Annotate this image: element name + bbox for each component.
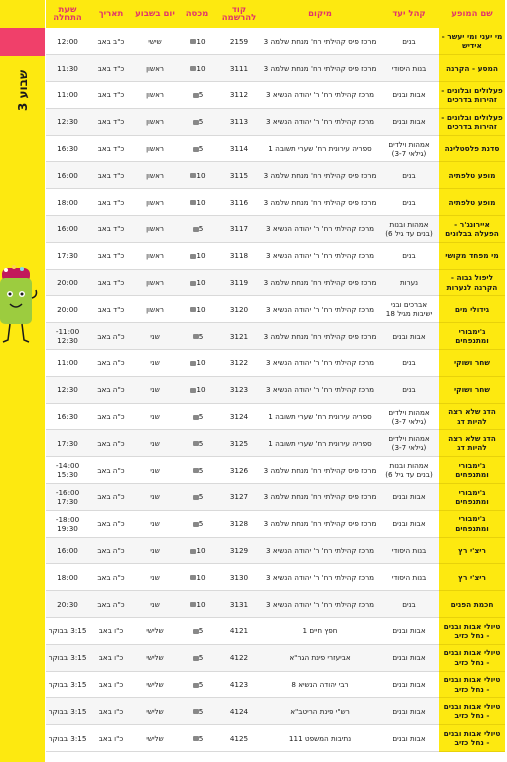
cell-audience: אמהות ובנות (בנים עד גיל 6) [379,457,439,484]
cell-day: שלישי [133,671,177,698]
cell-day: ראשון [133,82,177,109]
cell-quota [177,376,217,403]
cell-location: נתיבות המשפט 111 [261,725,379,752]
table-row [46,108,505,135]
cell-date: כ"ה באב [89,457,133,484]
schedule-table [46,0,505,752]
cell-audience: אבות ובנים [379,82,439,109]
cell-day: ראשון [133,55,177,82]
cell-audience: אברכים ובני ישיבות מגיל 18 [379,296,439,323]
cell-show-name: טיולי אבות ובנים - נחל כזיב [439,618,505,645]
cell-audience: בנות היסודי [379,564,439,591]
cell-show-name: חכמת הפנים [439,591,505,618]
cell-time: 14:00- 15:30 [46,457,89,484]
cell-code: 3118 [217,242,261,269]
cell-day: ראשון [133,269,177,296]
cell-date: כ"ד באב [89,108,133,135]
table-row [46,564,505,591]
cell-date: כ"ד באב [89,135,133,162]
cell-day: שני [133,323,177,350]
cell-time: 20:00 [46,269,89,296]
cell-audience: בנים [379,162,439,189]
table-row [46,189,505,216]
cell-location: מרכז פיס קהילתי רח' מנחת שלמה 3 [261,269,379,296]
cell-day: ראשון [133,135,177,162]
cell-show-name: פעלולים ובלונים - זהירות בדרכים [439,108,505,135]
cell-show-name: שחר ושוקי [439,376,505,403]
cell-show-name: ג'ימבורי ומתנפחים [439,457,505,484]
header-location: מיקום [261,0,379,28]
table-row [46,591,505,618]
header-code: קוד להרשמה [217,0,261,28]
cell-time: 18:00 [46,564,89,591]
cell-time: 3:15 בבוקר [46,698,89,725]
cell-location: מרכז פיס קהילתי רח' מנחת שלמה 3 [261,55,379,82]
table-row [46,216,505,243]
cell-show-name: ריצ'י רץ [439,564,505,591]
cell-location: רבי יהודה הנשיא 8 [261,671,379,698]
cell-day: שני [133,510,177,537]
cell-audience: אבות ובנים [379,725,439,752]
cell-day: שני [133,403,177,430]
cell-time: 16:00- 17:30 [46,484,89,511]
cell-time: 16:30 [46,135,89,162]
cell-time: 17:30 [46,430,89,457]
cell-day: שלישי [133,725,177,752]
cell-quota [177,108,217,135]
cell-date: כ"ו באב [89,698,133,725]
cell-code: 3127 [217,484,261,511]
cell-audience: בנים [379,350,439,377]
cell-date: כ"ו באב [89,618,133,645]
cell-day: שני [133,537,177,564]
cell-show-name: גידולי מים [439,296,505,323]
cell-show-name: טיולי אבות ובנים - נחל כזיב [439,644,505,671]
cell-day: שני [133,350,177,377]
cell-day: שני [133,591,177,618]
cell-quota [177,403,217,430]
cell-day: ראשון [133,296,177,323]
cell-show-name: טיולי אבות ובנים - נחל כזיב [439,698,505,725]
cell-time: 18:00 [46,189,89,216]
quota-value: 5 [198,626,204,636]
cell-code: 4122 [217,644,261,671]
cell-time: 20:00 [46,296,89,323]
table-row [46,28,505,55]
cell-show-name: סדנת פלסטלינה [439,135,505,162]
quota-value: 5 [198,117,204,127]
cell-audience: אבות ובנים [379,671,439,698]
cell-audience: בנים [379,376,439,403]
cell-day: ראשון [133,216,177,243]
quota-value: 10 [196,251,206,261]
cell-code: 4124 [217,698,261,725]
cell-show-name: ג'ימבורי ומתנפחים [439,510,505,537]
cell-quota [177,28,217,55]
cell-show-name: פעלולים ובלונים - זהירות בדרכים [439,82,505,109]
table-row [46,323,505,350]
cell-date: כ"ה באב [89,376,133,403]
cell-location: מרכז פיס קהילתי רח' מנחת שלמה 3 [261,323,379,350]
cell-day: שני [133,430,177,457]
cell-quota [177,484,217,511]
table-row [46,537,505,564]
cell-code: 3123 [217,376,261,403]
cell-time: 18:00- 19:30 [46,510,89,537]
header-quota: מכסה [177,0,217,28]
cell-code: 3111 [217,55,261,82]
cell-date: כ"ה באב [89,564,133,591]
table-row [46,269,505,296]
cell-location: מרכז קהילתי רח' ר' יהודה הנשיא 3 [261,350,379,377]
quota-value: 5 [198,331,204,341]
cell-show-name: שחר ושוקי [439,350,505,377]
cell-date: כ"ה באב [89,403,133,430]
cell-code: 3116 [217,189,261,216]
cell-audience: בנים [379,28,439,55]
cell-quota [177,698,217,725]
cell-quota [177,135,217,162]
cell-time: 3:15 בבוקר [46,671,89,698]
cell-date: כ"ד באב [89,242,133,269]
cell-quota [177,162,217,189]
quota-value: 10 [196,170,206,180]
cell-date: כ"ד באב [89,162,133,189]
cell-code: 3130 [217,564,261,591]
table-row [46,725,505,752]
cell-date: כ"ה באב [89,430,133,457]
cell-date: כ"ה באב [89,591,133,618]
table-row [46,376,505,403]
cell-day: שלישי [133,618,177,645]
cell-show-name: טיולי אבות ובנים - נחל כזיב [439,671,505,698]
quota-value: 5 [198,680,204,690]
cell-show-name: איירונג'ר - הפעלה בבלונים [439,216,505,243]
cell-location: אביעזרי פינת הגר"א [261,644,379,671]
quota-value: 5 [198,412,204,422]
cell-time: 12:00 [46,28,89,55]
quota-value: 10 [196,358,206,368]
quota-value: 5 [198,144,204,154]
cell-day: שני [133,457,177,484]
header-day: יום בשבוע [133,0,177,28]
cell-date: כ"ו באב [89,725,133,752]
cell-location: ספריה עירונית רח' שערי תשובה 1 [261,135,379,162]
cell-time: 12:30 [46,108,89,135]
cell-code: 3122 [217,350,261,377]
cell-show-name: מי מפחד מקושי [439,242,505,269]
cell-code: 4121 [217,618,261,645]
cell-day: שני [133,564,177,591]
cell-audience: בנות היסודי [379,537,439,564]
cell-quota [177,55,217,82]
cell-audience: בנים [379,591,439,618]
cell-time: 3:15 בבוקר [46,725,89,752]
cell-date: כ"ה באב [89,350,133,377]
cell-time: 11:00 [46,82,89,109]
cell-day: ראשון [133,108,177,135]
quota-value: 10 [196,36,206,46]
table-row [46,644,505,671]
cell-quota [177,269,217,296]
cell-date: כ"ד באב [89,296,133,323]
cell-show-name: ריצ'י רץ [439,537,505,564]
cell-time: 11:00- 12:30 [46,323,89,350]
cell-audience: אבות ובנים [379,108,439,135]
cell-quota [177,725,217,752]
table-row [46,296,505,323]
table-row [46,82,505,109]
cell-quota [177,618,217,645]
cell-location: מרכז קהילתי רח' ר' יהודה הנשיא 3 [261,376,379,403]
cell-location: מרכז פיס קהילתי רח' מנחת שלמה 3 [261,484,379,511]
cell-audience: אבות ובנים [379,644,439,671]
cell-location: מרכז קהילתי רח' ר' יהודה הנשיא 3 [261,591,379,618]
quota-value: 5 [198,519,204,529]
cell-audience: אבות ובנים [379,698,439,725]
week-color-tab [0,28,45,56]
cell-show-name: מופע טלפתיה [439,189,505,216]
cell-code: 3125 [217,430,261,457]
cell-code: 3120 [217,296,261,323]
cell-day: שישי [133,28,177,55]
table-row [46,430,505,457]
cell-location: מרכז פיס קהילתי רח' מנחת שלמה 3 [261,189,379,216]
cell-time: 16:30 [46,403,89,430]
cell-quota [177,671,217,698]
cell-date: כ"ד באב [89,269,133,296]
cell-location: מרכז קהילתי רח' ר' יהודה הנשיא 3 [261,108,379,135]
cell-show-name: ג'ימבורי ומתנפחים [439,323,505,350]
cell-day: שלישי [133,698,177,725]
cell-time: 3:15 בבוקר [46,618,89,645]
cell-location: מרכז קהילתי רח' ר' יהודה הנשיא 3 [261,82,379,109]
cell-day: ראשון [133,162,177,189]
table-row [46,350,505,377]
quota-value: 10 [196,599,206,609]
table-row [46,162,505,189]
quota-value: 10 [196,546,206,556]
quota-value: 5 [198,706,204,716]
cell-audience: אמהות ובנות (בנים עד גיל 6) [379,216,439,243]
cell-date: כ"ה באב [89,484,133,511]
table-row [46,510,505,537]
cell-day: שלישי [133,644,177,671]
cell-location: חפץ חיים 1 [261,618,379,645]
cell-quota [177,350,217,377]
cell-code: 3131 [217,591,261,618]
cell-time: 16:00 [46,216,89,243]
quota-value: 5 [198,653,204,663]
quota-value: 5 [198,90,204,100]
quota-value: 5 [198,465,204,475]
cell-date: כ"ה באב [89,510,133,537]
table-row [46,55,505,82]
cell-date: כ"ו באב [89,671,133,698]
cell-location: ספריה עירונית רח' שערי תשובה 1 [261,403,379,430]
week-label: שבוע 3 [16,69,30,111]
table-row [46,618,505,645]
cell-quota [177,189,217,216]
cell-time: 17:30 [46,242,89,269]
table-row [46,242,505,269]
cell-day: שני [133,484,177,511]
cell-code: 3113 [217,108,261,135]
mascot-icon [0,258,42,350]
table-row [46,698,505,725]
cell-location: ספריה עירונית רח' שערי תשובה 1 [261,430,379,457]
cell-time: 11:00 [46,350,89,377]
cell-date: כ"ו באב [89,644,133,671]
cell-location: רש"י פינת הריטב"א [261,698,379,725]
cell-quota [177,457,217,484]
cell-location: מרכז קהילתי רח' ר' יהודה הנשיא 3 [261,242,379,269]
quota-value: 10 [196,197,206,207]
cell-code: 3128 [217,510,261,537]
cell-audience: אבות ובנים [379,484,439,511]
quota-value: 5 [198,733,204,743]
cell-date: כ"ד באב [89,82,133,109]
cell-audience: נערות [379,269,439,296]
cell-location: מרכז קהילתי רח' ר' יהודה הנשיא 3 [261,564,379,591]
cell-date: כ"ה באב [89,323,133,350]
cell-show-name: טיולי אבות ובנים - נחל כזיב [439,725,505,752]
cell-quota [177,296,217,323]
table-row [46,671,505,698]
cell-location: מרכז פיס קהילתי רח' מנחת שלמה 3 [261,162,379,189]
cell-time: 11:30 [46,55,89,82]
cell-code: 3115 [217,162,261,189]
cell-quota [177,430,217,457]
cell-audience: בנים [379,189,439,216]
cell-audience: אבות ובנים [379,618,439,645]
quota-value: 5 [198,492,204,502]
cell-time: 16:00 [46,537,89,564]
cell-quota [177,591,217,618]
cell-quota [177,537,217,564]
table-row [46,403,505,430]
cell-quota [177,242,217,269]
cell-quota [177,82,217,109]
cell-location: מרכז קהילתי רח' ר' יהודה הנשיא 3 [261,216,379,243]
cell-audience: אבות ובנים [379,323,439,350]
cell-code: 3117 [217,216,261,243]
cell-quota [177,644,217,671]
header-show-name: שם המופע [439,0,505,28]
table-row [46,135,505,162]
cell-quota [177,216,217,243]
cell-date: כ"ד באב [89,55,133,82]
quota-value: 10 [196,63,206,73]
cell-time: 16:00 [46,162,89,189]
cell-day: ראשון [133,189,177,216]
table-row [46,457,505,484]
cell-show-name: מי יעני ומי יעשר - אידיש [439,28,505,55]
cell-time: 3:15 בבוקר [46,644,89,671]
cell-time: 20:30 [46,591,89,618]
cell-code: 3112 [217,82,261,109]
cell-time: 12:30 [46,376,89,403]
quota-value: 10 [196,385,206,395]
cell-audience: בנות היסודי [379,55,439,82]
cell-date: כ"ה באב [89,537,133,564]
header-audience: קהל יעד [379,0,439,28]
cell-quota [177,323,217,350]
cell-show-name: הדג שלא רצה להיות דג [439,403,505,430]
cell-quota [177,564,217,591]
cell-show-name: מופע טלפתיה [439,162,505,189]
cell-code: 4125 [217,725,261,752]
quota-value: 5 [198,224,204,234]
cell-day: ראשון [133,242,177,269]
cell-location: מרכז קהילתי רח' ר' יהודה הנשיא 3 [261,537,379,564]
quota-value: 10 [196,304,206,314]
quota-value: 10 [196,278,206,288]
cell-show-name: ג'ימבורי ומתנפחים [439,484,505,511]
cell-date: כ"ב באב [89,28,133,55]
cell-day: שני [133,376,177,403]
cell-date: כ"ד באב [89,216,133,243]
header-time: שעת התחלה [46,0,89,28]
header-row [46,0,505,28]
cell-show-name: ליפול גבוה - הקרנה לנערות [439,269,505,296]
header-date: תאריך [89,0,133,28]
cell-audience: אמהות וילדים (גילאי 3-7) [379,430,439,457]
cell-audience: אמהות וילדים (גילאי 3-7) [379,135,439,162]
cell-location: מרכז קהילתי רח' ר' יהודה הנשיא 3 [261,296,379,323]
quota-value: 5 [198,438,204,448]
cell-audience: בנים [379,242,439,269]
cell-code: 2159 [217,28,261,55]
cell-code: 4123 [217,671,261,698]
cell-code: 3121 [217,323,261,350]
cell-code: 3114 [217,135,261,162]
cell-location: מרכז פיס קהילתי רח' מנחת שלמה 3 [261,457,379,484]
quota-value: 10 [196,572,206,582]
cell-code: 3119 [217,269,261,296]
cell-show-name: המסע - הקרנה [439,55,505,82]
cell-code: 3126 [217,457,261,484]
cell-date: כ"ד באב [89,189,133,216]
cell-location: מרכז פיס קהילתי רח' מנחת שלמה 3 [261,28,379,55]
table-row [46,484,505,511]
cell-code: 3124 [217,403,261,430]
cell-audience: אמהות וילדים (גילאי 3-7) [379,403,439,430]
cell-location: מרכז פיס קהילתי רח' מנחת שלמה 3 [261,510,379,537]
cell-code: 3129 [217,537,261,564]
cell-audience: אבות ובנים [379,510,439,537]
cell-quota [177,510,217,537]
cell-show-name: הדג שלא רצה להיות דג [439,430,505,457]
